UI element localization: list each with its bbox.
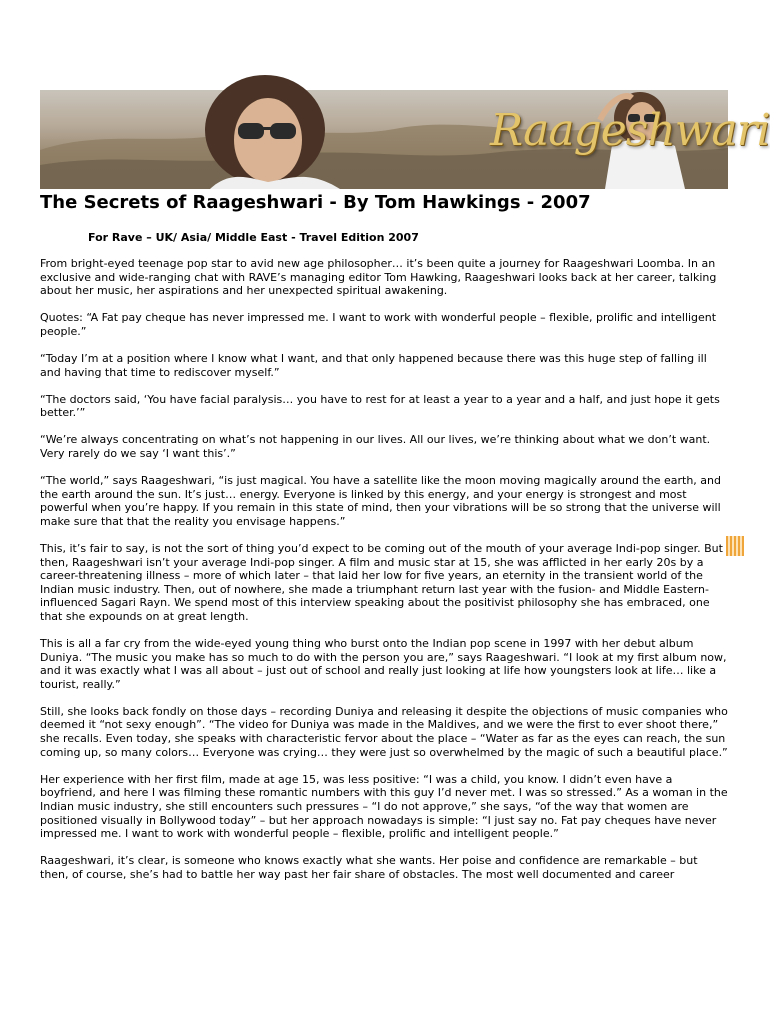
article-paragraph: From bright-eyed teenage pop star to avid new age philosopher… it’s been quite a journey for Raageshwari Loomba. In an exclusive and wide-ranging chat with RAVE’s managing editor Tom Hawking, Raageshwari looks back at her career, talking about her music, her aspirations and her unexpected spiritual awakening. — [40, 257, 717, 298]
article-subtitle: For Rave – UK/ Asia/ Middle East - Travel Edition 2007 — [88, 231, 419, 244]
article-paragraph: Raageshwari, it’s clear, is someone who knows exactly what she wants. Her poise and confidence are remarkable – but then, of course, she’s had to battle her way past her fair share of obstacles. The most well documented and career — [40, 854, 698, 881]
article-paragraph: This, it’s fair to say, is not the sort of thing you’d expect to be coming out of the mouth of your average Indi-pop singer. But then, Raageshwari isn’t your average Indi-pop singer. A film and music star at 15, she was afflicted in her early 20s by a career-threatening illness – more of which later – that laid her low for five years, an eternity in the transient world of the Indian music industry. Then, out of nowhere, she made a triumphant return last year with the fusion- and Middle Eastern-influenced Sagari Rayn. We spend most of this interview speaking about the positivist philosophy she has embraced, one that she expounds on at great length. — [40, 541, 723, 623]
article-paragraph: Quotes: “A Fat pay cheque has never impressed me. I want to work with wonderful people – flexible, prolific and intelligent people.” — [40, 311, 717, 338]
article-paragraph: Still, she looks back fondly on those days – recording Duniya and releasing it despite the objections of music companies who deemed it “not sexy enough”. “The video for Duniya was made in the Maldives, and we were the first to ever shoot there,” she recalls. Even today, she speaks with characteristic fervor about the place – “Water as far as the eyes can reach, the sun coming up, so many colors… Everyone was crying… they were just so overwhelmed by the magic of such a beautiful place.” — [40, 704, 728, 759]
article-paragraph: “The doctors said, ‘You have facial paralysis… you have to rest for at least a year to a year and a half, and just hope it gets better.’” — [40, 392, 720, 420]
article-paragraph: This is all a far cry from the wide-eyed young thing who burst onto the Indian pop scene in 1997 with her debut album Duniya. “The music you make has so much to do with the person you are,” says Raageshwari. “I look at my first album now, and it was exactly what I was all about – just out of school and really just looking at life how youngsters look at life… like a tourist, really.” — [40, 636, 727, 691]
article-paragraph: “The world,” says Raageshwari, “is just magical. You have a satellite like the moon moving magically around the earth, and the earth around the sun. It’s just… energy. Everyone is linked by this energy, and your energy is strongest and most powerful when you’re happy. If you remain in this state of mind, then your vibrations will be so strong that the universe will make sure that that the reality you envisage happens.” — [40, 474, 721, 528]
article-title: The Secrets of Raageshwari - By Tom Hawkings - 2007 — [40, 192, 591, 213]
article-paragraph: Her experience with her first film, made at age 15, was less positive: “I was a child, you know. I didn’t even have a boyfriend, and here I was filming these romantic numbers with this guy I’d never met. I was so stressed.” As a woman in the Indian music industry, she still encounters such pressures – “I do not approve,” she says, “of the way that women are positioned visually in Bollywood today” – but her approach nowadays is simple: “I just say no. Fat pay cheques have never impressed me. I want to work with wonderful people – flexible, prolific and intelligent people.” — [40, 772, 728, 841]
article-paragraph: “Today I’m at a position where I know what I want, and that only happened because there was this huge step of falling ill and having that time to rediscover myself.” — [40, 351, 707, 379]
header-banner — [40, 90, 770, 189]
side-bookmark-tab[interactable] — [726, 536, 744, 556]
article-paragraph: “We’re always concentrating on what’s not happening in our lives. All our lives, we’re thinking about what we don’t want. Very rarely do we say ‘I want this’.” — [40, 433, 711, 460]
article-body — [40, 257, 728, 895]
banner-logo: Raageshwari — [490, 105, 770, 156]
